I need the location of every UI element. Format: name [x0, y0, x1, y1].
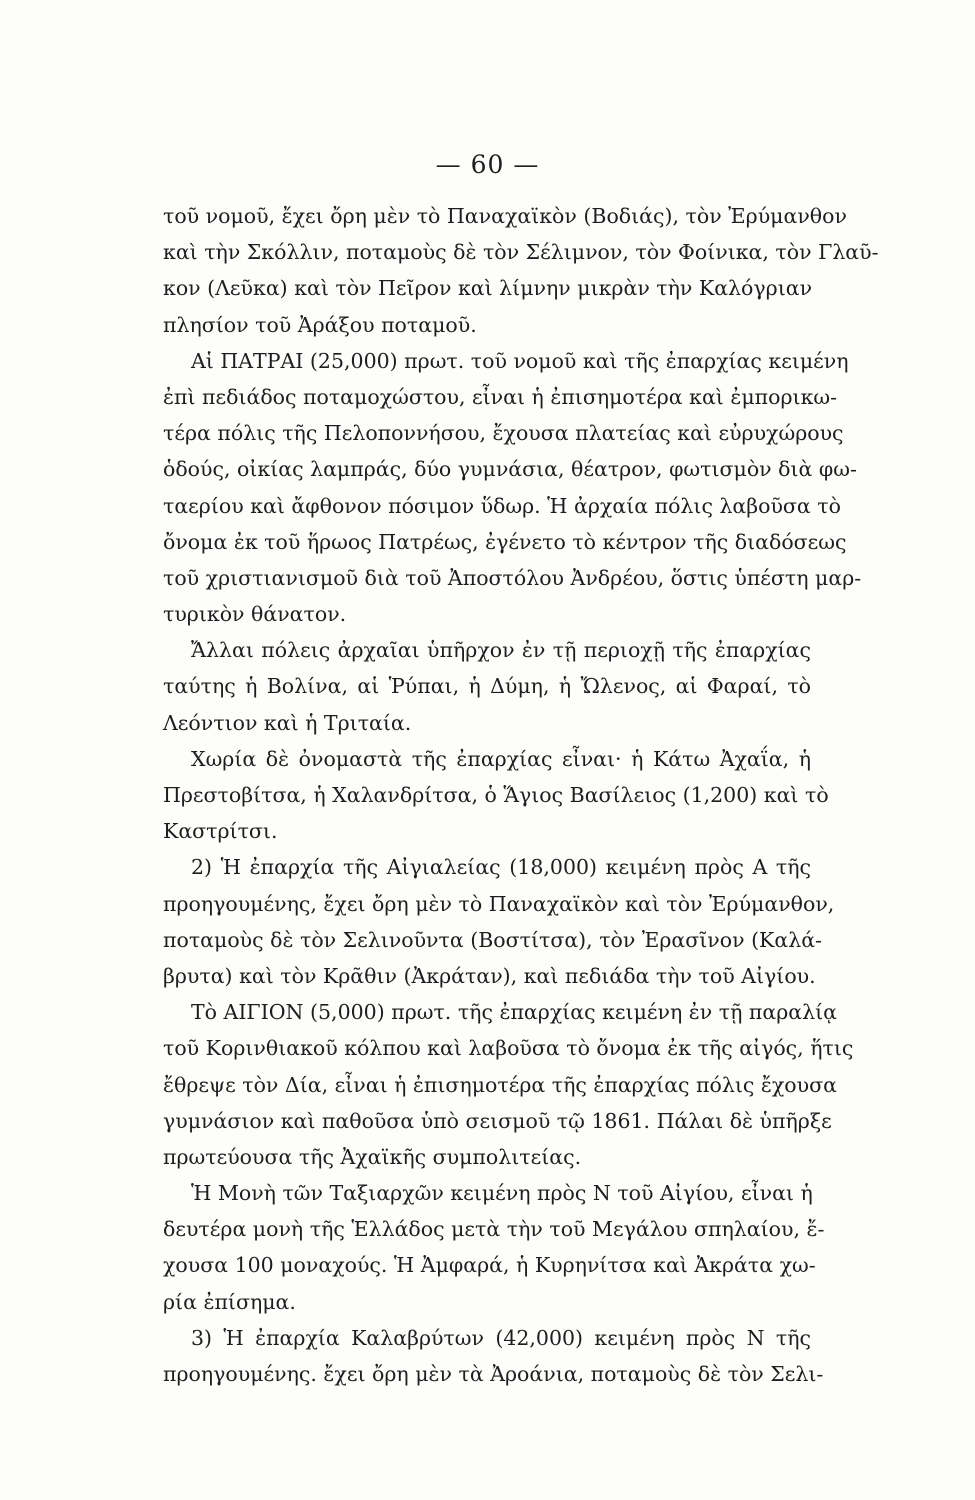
text-line: Τὸ ΑΙΓΙΟΝ (5,000) πρωτ. τῆς ἐπαρχίας κειμένη ἐν τῇ παραλίᾳ [191, 1000, 838, 1025]
text-line: ὁδούς, οἰκίας λαμπράς, δύο γυμνάσια, θέατρον, φωτισμὸν διὰ φω- [163, 457, 857, 482]
text-line: χουσα 100 μοναχούς. Ἡ Ἀμφαρά, ἡ Κυρηνίτσα καὶ Ἀκράτα χω- [163, 1253, 816, 1278]
text-line: ταύτης ἡ Βολίνα, αἱ Ῥύπαι, ἡ Δύμη, ἡ Ὤλενος, αἱ Φαραί, τὸ [163, 674, 811, 699]
text-line: Λεόντιον καὶ ἡ Τριταία. [163, 710, 412, 735]
text-line: δευτέρα μονὴ τῆς Ἑλλάδος μετὰ τὴν τοῦ Μεγάλου σπηλαίου, ἔ- [163, 1217, 825, 1242]
body-text [163, 198, 879, 1392]
text-line: προηγουμένης. ἔχει ὄρη μὲν τὰ Ἀροάνια, ποταμοὺς δὲ τὸν Σελι- [163, 1362, 824, 1386]
text-line: ρία ἐπίσημα. [163, 1289, 296, 1314]
text-line: τοῦ Κορινθιακοῦ κόλπου καὶ λαβοῦσα τὸ ὄνομα ἐκ τῆς αἰγός, ἥτις [163, 1036, 854, 1061]
text-line: πλησίον τοῦ Ἀράξου ποταμοῦ. [163, 312, 477, 337]
text-line: ταερίου καὶ ἄφθονον πόσιμον ὕδωρ. Ἡ ἀρχαία πόλις λαβοῦσα τὸ [163, 493, 841, 518]
text-line: ὄνομα ἐκ τοῦ ἥρωος Πατρέως, ἐγένετο τὸ κέντρον τῆς διαδόσεως [163, 529, 847, 554]
text-line: Ἄλλαι πόλεις ἀρχαῖαι ὑπῆρχον ἐν τῇ περιοχῇ τῆς ἐπαρχίας [191, 638, 811, 663]
text-line: πρωτεύουσα τῆς Ἀχαϊκῆς συμπολιτείας. [163, 1144, 582, 1169]
text-line: Πρεστοβίτσα, ἡ Χαλανδρίτσα, ὁ Ἅγιος Βασίλειος (1,200) καὶ τὸ [163, 783, 829, 807]
text-line: Ἡ Μονὴ τῶν Ταξιαρχῶν κειμένη πρὸς Ν τοῦ Αἰγίου, εἶναι ἡ [191, 1181, 813, 1206]
text-line: τέρα πόλις τῆς Πελοποννήσου, ἔχουσα πλατείας καὶ εὐρυχώρους [163, 421, 844, 446]
text-line: τυρικὸν θάνατον. [163, 602, 347, 627]
text-line: 2) Ἡ ἐπαρχία τῆς Αἰγιαλείας (18,000) κειμένη πρὸς Α τῆς [191, 855, 811, 880]
text-line: Καστρίτσι. [163, 819, 278, 844]
text-line: ἔθρεψε τὸν Δία, εἶναι ἡ ἐπισημοτέρα τῆς ἐπαρχίας πόλις ἔχουσα [163, 1072, 837, 1097]
text-line: ποταμοὺς δὲ τὸν Σελινοῦντα (Βοστίτσα), τὸν Ἐρασῖνον (Καλά- [163, 927, 822, 952]
text-line: τοῦ χριστιανισμοῦ διὰ τοῦ Ἀποστόλου Ἀνδρέου, ὅστις ὑπέστη μαρ- [163, 565, 862, 590]
text-line: Χωρία δὲ ὀνομαστὰ τῆς ἐπαρχίας εἶναι· ἡ Κάτω Ἀχαΐα, ἡ [191, 746, 811, 771]
page-number: — 60 — [435, 150, 540, 179]
text-line: βρυτα) καὶ τὸν Κρᾶθιν (Ἀκράταν), καὶ πεδιάδα τὴν τοῦ Αἰγίου. [163, 963, 816, 988]
text-line: γυμνάσιον καὶ παθοῦσα ὑπὸ σεισμοῦ τῷ 1861. Πάλαι δὲ ὑπῆρξε [163, 1108, 832, 1133]
text-line: καὶ τὴν Σκόλλιν, ποταμοὺς δὲ τὸν Σέλιμνον, τὸν Φοίνικα, τὸν Γλαῦ- [163, 240, 879, 265]
text-line: προηγουμένης, ἔχει ὄρη μὲν τὸ Παναχαϊκὸν καὶ τὸν Ἐρύμανθον, [163, 891, 835, 916]
text-line: τοῦ νομοῦ, ἔχει ὄρη μὲν τὸ Παναχαϊκὸν (Βοδιάς), τὸν Ἐρύμανθον [163, 204, 847, 228]
text-line: Αἱ ΠΑΤΡΑΙ (25,000) πρωτ. τοῦ νομοῦ καὶ τῆς ἐπαρχίας κειμένη [191, 348, 849, 373]
text-line: κον (Λεῦκα) καὶ τὸν Πεῖρον καὶ λίμνην μικρὰν τὴν Καλόγριαν [163, 276, 813, 301]
text-line: ἐπὶ πεδιάδος ποταμοχώστου, εἶναι ἡ ἐπισημοτέρα καὶ ἐμπορικω- [163, 384, 838, 409]
text-line: 3) Ἡ ἐπαρχία Καλαβρύτων (42,000) κειμένη πρὸς Ν τῆς [191, 1325, 811, 1350]
